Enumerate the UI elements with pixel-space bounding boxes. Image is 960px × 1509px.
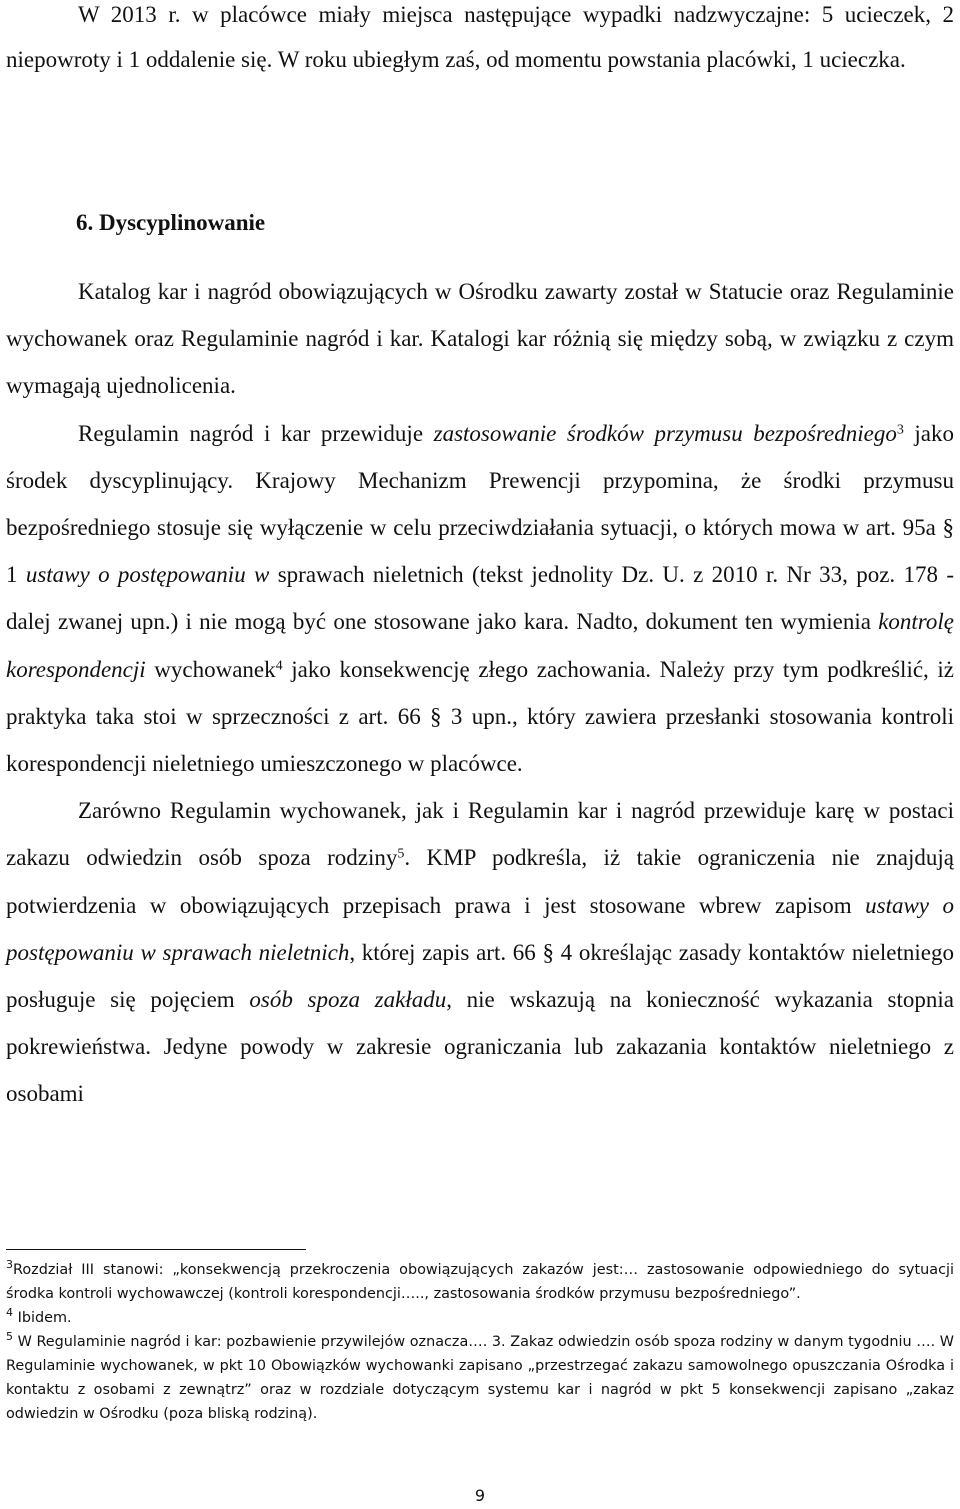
section-heading: [76, 203, 265, 243]
paragraph-2-text-1: Regulamin nagród i kar przewiduje: [78, 420, 424, 446]
footnote-text: Rozdział III stanowi: „konsekwencją przekroczenia obowiązujących zakazów jest:… zastosowanie odpowiedniego do sytuacji środka kontroli wychowawczej (kontroli korespondencji….., zastosowania środków przymusu bezpośredniego”.: [6, 1262, 954, 1302]
section-title: Dyscyplinowanie: [99, 210, 266, 235]
footnote-ref-5[interactable]: 5: [397, 846, 405, 862]
paragraph-3-text-4: , nie wskazują na konieczność wykazania stopnia pokrewieństwa. Jedyne powody w zakresie ograniczania lub zakazania kontaktów nieletniego z osobami: [6, 987, 954, 1107]
paragraph-2-text-5: jako konsekwencję złego zachowania. Należy przy tym podkreślić, iż praktyka taka stoi w sprzeczności z art. 66 § 3 upn., który zawiera przesłanki stosowania kontroli korespondencji nieletniego umieszczonego w placówce.: [6, 656, 954, 777]
body-paragraphs: [6, 268, 954, 1118]
footnote-ref-4[interactable]: 4: [275, 657, 283, 673]
footnote-number: 5: [6, 1329, 13, 1343]
footnote-text: W Regulaminie nagród i kar: pozbawienie przywilejów oznacza…. 3. Zakaz odwiedzin osób spoza rodziny w danym tygodniu …. W Regulaminie wychowanek, w pkt 10 Obowiązków wychowanki zapisano „przestrzegać zakazu samowolnego opuszczania Ośrodka i kontaktu z osobami z zewnątrz” oraz w rozdziale dotyczącym systemu kar i nagród w pkt 5 konsekwencji zapisano „zakaz odwiedzin w Ośrodku (poza bliską rodziną).: [6, 1334, 954, 1422]
paragraph-catalog: [6, 268, 954, 410]
paragraph-3-italic-1: ustawy o postępowaniu w sprawach nieletnich: [6, 892, 955, 965]
page-number: 9: [474, 1486, 486, 1505]
intro-text: W 2013 r. w placówce miały miejsca następujące wypadki nadzwyczajne: 5 ucieczek, 2 niepowroty i 1 oddalenie się. W roku ubiegłym zaś, od momentu powstania placówki, 1 ucieczka.: [6, 2, 954, 72]
footnote-4: [6, 1306, 954, 1330]
footnote-number: 3: [6, 1257, 13, 1271]
intro-paragraph: [6, 0, 954, 82]
paragraph-3-text-2: . KMP podkreśla, iż takie ograniczenia nie znajdują potwierdzenia w obowiązujących przepisach prawa i jest stosowane wbrew zapisom: [6, 845, 955, 918]
footnote-separator: [6, 1249, 306, 1250]
footnotes: [6, 1258, 954, 1426]
paragraph-visits: [6, 787, 954, 1117]
footnote-5: [6, 1330, 954, 1426]
footnote-ref-3[interactable]: 3: [896, 421, 904, 437]
paragraph-2-text-2: jako środek dyscyplinujący. Krajowy Mechanizm Prewencji przypomina, że środki przymusu bezpośredniego stosuje się wyłączenie w celu przeciwdziałania sytuacji, o których mowa w art. 95a § 1: [6, 420, 955, 588]
paragraph-2-italic-3: kontrolę korespondencji: [6, 609, 954, 682]
footnote-number: 4: [6, 1305, 13, 1319]
paragraph-3-text-1: Zarówno Regulamin wychowanek, jak i Regulamin kar i nagród przewiduje karę w postaci zakazu odwiedzin osób spoza rodziny: [6, 798, 954, 871]
section-number: 6.: [76, 210, 94, 235]
paragraph-regulations: [6, 410, 954, 788]
paragraph-2-italic-1: zastosowanie środków przymusu bezpośredniego: [433, 420, 897, 446]
paragraph-2-italic-2: ustawy o postępowaniu w: [25, 562, 270, 588]
footnote-text: Ibidem.: [17, 1310, 72, 1326]
footnote-3: [6, 1258, 954, 1306]
paragraph-3-text-3: , której zapis art. 66 § 4 określając zasady kontaktów nieletniego posługuje się pojęciem: [6, 939, 955, 1013]
paragraph-1-text: Katalog kar i nagród obowiązujących w Ośrodku zawarty został w Statucie oraz Regulaminie wychowanek oraz Regulaminie nagród i kar. Katalogi kar różnią się między sobą, w związku z czym wymagają ujednolicenia.: [6, 279, 954, 399]
paragraph-2-text-3: sprawach nieletnich (tekst jednolity Dz. U. z 2010 r. Nr 33, poz. 178 - dalej zwanej upn.) i nie mogą być one stosowane jako kara. Nadto, dokument ten wymienia: [6, 562, 955, 635]
paragraph-2-text-4: wychowanek: [154, 656, 276, 682]
paragraph-3-italic-2: osób spoza zakładu: [249, 987, 447, 1013]
